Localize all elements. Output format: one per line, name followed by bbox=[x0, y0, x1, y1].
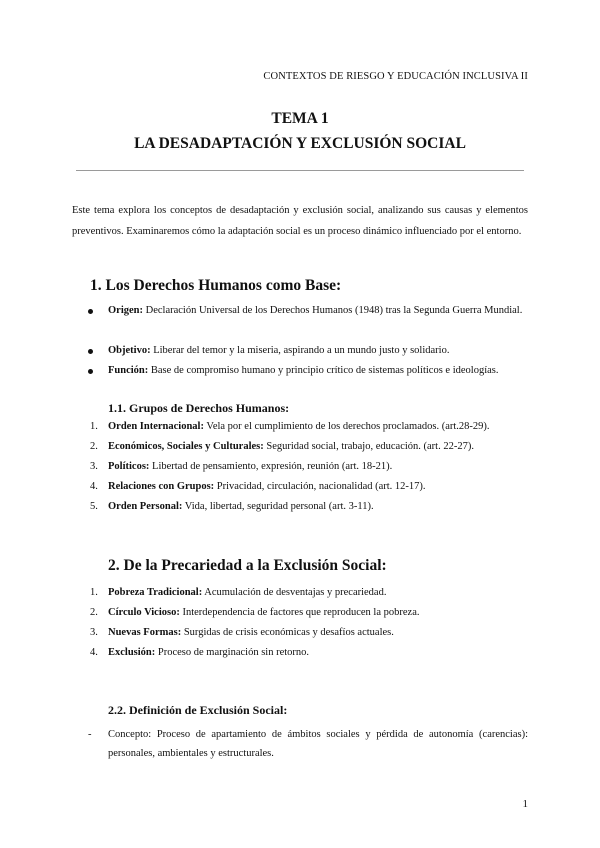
list-number: 1. bbox=[90, 421, 98, 432]
item-label: Pobreza Tradicional: bbox=[108, 587, 203, 598]
list-number: 4. bbox=[90, 647, 98, 658]
bullet-label: Origen: bbox=[108, 305, 143, 316]
list-item bbox=[72, 498, 528, 517]
bullet-icon bbox=[88, 369, 93, 374]
item-label: Relaciones con Grupos: bbox=[108, 481, 215, 492]
bullet-text: Liberar del temor y la miseria, aspirando a un mundo justo y solidario. bbox=[150, 345, 450, 356]
list-item bbox=[72, 478, 528, 497]
list-number: 3. bbox=[90, 461, 98, 472]
definition-list bbox=[72, 726, 528, 766]
list-item bbox=[72, 458, 528, 477]
section1-subheading: 1.1. Grupos de Derechos Humanos: bbox=[108, 401, 290, 415]
list-number: 5. bbox=[90, 501, 98, 512]
list-item bbox=[72, 342, 528, 361]
item-text: Interdependencia de factores que reproducen la pobreza. bbox=[179, 607, 420, 618]
item-label: Orden Personal: bbox=[108, 501, 183, 512]
list-item bbox=[72, 362, 528, 381]
section2-subheading: 2.2. Definición de Exclusión Social: bbox=[108, 703, 288, 717]
precariedad-list bbox=[72, 584, 528, 664]
item-text: Proceso de marginación sin retorno. bbox=[155, 647, 310, 658]
list-item bbox=[72, 726, 528, 763]
list-item bbox=[72, 302, 528, 321]
bullet-label: Objetivo: bbox=[108, 345, 151, 356]
bullet-text: Declaración Universal de los Derechos Humanos (1948) tras la Segunda Guerra Mundial. bbox=[143, 305, 523, 316]
running-header: CONTEXTOS DE RIESGO Y EDUCACIÓN INCLUSIVA II bbox=[263, 71, 528, 82]
item-label: Nuevas Formas: bbox=[108, 627, 182, 638]
page-title-line2: LA DESADAPTACIÓN Y EXCLUSIÓN SOCIAL bbox=[134, 135, 466, 152]
item-text: Privacidad, circulación, nacionalidad (art. 12-17). bbox=[214, 481, 426, 492]
bullet-icon bbox=[88, 349, 93, 354]
section1-bullet-list bbox=[72, 302, 528, 382]
rights-groups-list bbox=[72, 418, 528, 518]
item-label: Círculo Vicioso: bbox=[108, 607, 180, 618]
list-item bbox=[72, 584, 528, 603]
item-label: Exclusión: bbox=[108, 647, 156, 658]
list-item bbox=[72, 418, 528, 437]
item-text: Libertad de pensamiento, expresión, reunión (art. 18-21). bbox=[149, 461, 393, 472]
list-number: 1. bbox=[90, 587, 98, 598]
page-number: 1 bbox=[522, 798, 528, 810]
list-number: 2. bbox=[90, 607, 98, 618]
title-divider bbox=[76, 170, 524, 171]
definition-text: Concepto: Proceso de apartamiento de ámbitos sociales y pérdida de autonomía (carencias): personales, ambientales y estructurales. bbox=[108, 729, 528, 759]
item-label: Económicos, Sociales y Culturales: bbox=[108, 441, 264, 452]
item-text: Vela por el cumplimiento de los derechos proclamados. (art.28-29). bbox=[203, 421, 490, 432]
bullet-text: Base de compromiso humano y principio crítico de sistemas políticos e ideologías. bbox=[148, 365, 499, 376]
item-text: Seguridad social, trabajo, educación. (art. 22-27). bbox=[263, 441, 474, 452]
bullet-label: Función: bbox=[108, 365, 149, 376]
list-number: 3. bbox=[90, 627, 98, 638]
list-item bbox=[72, 438, 528, 457]
section2-heading: 2. De la Precariedad a la Exclusión Social: bbox=[108, 557, 387, 574]
dash-marker: - bbox=[88, 729, 92, 740]
list-item bbox=[72, 624, 528, 643]
item-label: Orden Internacional: bbox=[108, 421, 204, 432]
list-item bbox=[72, 604, 528, 623]
list-number: 2. bbox=[90, 441, 98, 452]
section1-heading: 1. Los Derechos Humanos como Base: bbox=[90, 277, 342, 294]
bullet-icon bbox=[88, 309, 93, 314]
item-text: Acumulación de desventajas y precariedad. bbox=[202, 587, 387, 598]
list-item bbox=[72, 644, 528, 663]
list-number: 4. bbox=[90, 481, 98, 492]
intro-paragraph: Este tema explora los conceptos de desadaptación y exclusión social, analizando sus causas y elementos preventivos. Examinaremos cómo la adaptación social es un proceso dinámico influenciado por el entorno. bbox=[72, 205, 528, 237]
item-text: Vida, libertad, seguridad personal (art. 3-11). bbox=[182, 501, 374, 512]
item-label: Políticos: bbox=[108, 461, 150, 472]
item-text: Surgidas de crisis económicas y desafíos actuales. bbox=[181, 627, 394, 638]
page-title-line1: TEMA 1 bbox=[271, 110, 329, 127]
